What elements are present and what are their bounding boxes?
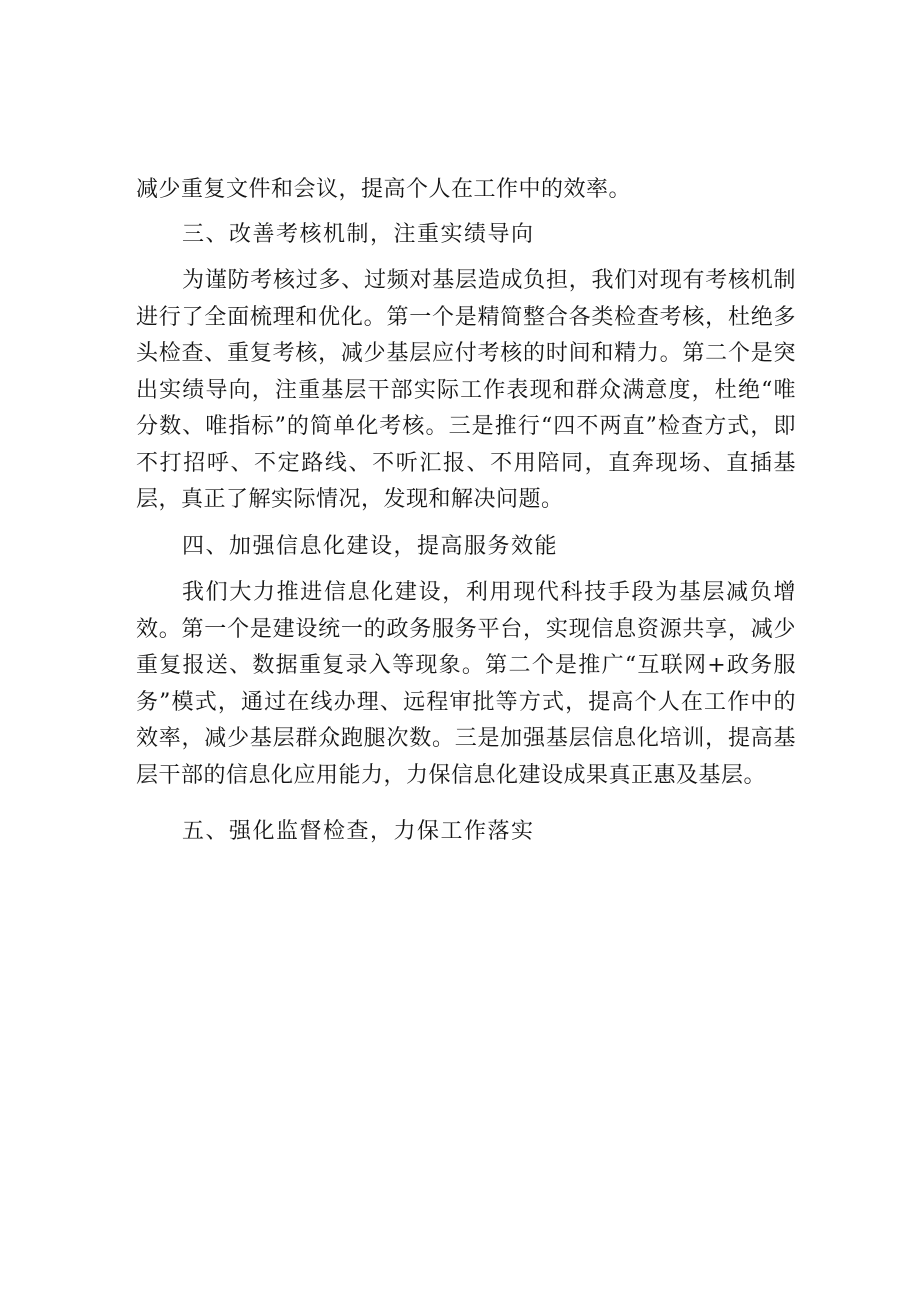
continued-paragraph: 减少重复文件和会议，提高个人在工作中的效率。	[136, 177, 632, 202]
section-heading-5: 五、强化监督检查，力保工作落实	[182, 819, 535, 844]
section-3-body: 为谨防考核过多、过频对基层造成负担，我们对现有考核机制进行了全面梳理和优化。第一个是精简整合各类检查考核，杜绝多头检查、重复考核，减少基层应付考核的时间和精力。第二个是突出实绩导向，注重基层干部实际工作表现和群众满意度，杜绝“唯分数、唯指标”的简单化考核。三是推行“四不两直”检查方式，即不打招呼、不定路线、不听汇报、不用陪同，直奔现场、直插基层，真正了解实际情况，发现和解决问题。	[136, 268, 796, 512]
section-heading-3: 三、改善考核机制，注重实绩导向	[182, 221, 535, 247]
document-body	[136, 172, 796, 851]
section-heading-4: 四、加强信息化建设，提高服务效能	[182, 533, 559, 559]
section-4-body: 我们大力推进信息化建设，利用现代科技手段为基层减负增效。第一个是建设统一的政务服务平台，实现信息资源共享，减少重复报送、数据重复录入等现象。第二个是推广“互联网+政务服务”模式，通过在线办理、远程审批等方式，提高个人在工作中的效率，减少基层群众跑腿次数。三是加强基层信息化培训，提高基层干部的信息化应用能力，力保信息化建设成果真正惠及基层。	[136, 580, 796, 788]
